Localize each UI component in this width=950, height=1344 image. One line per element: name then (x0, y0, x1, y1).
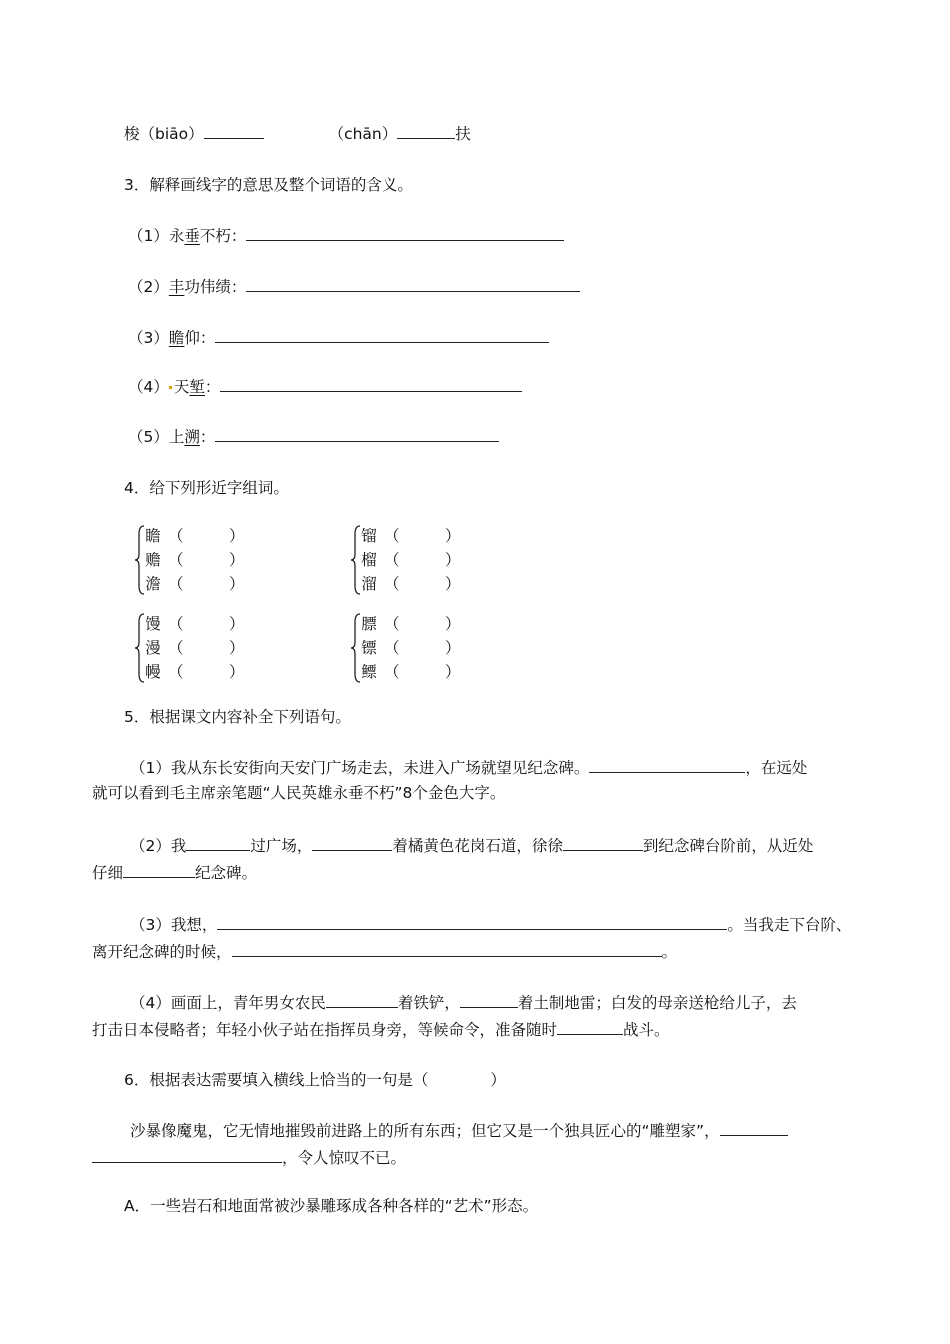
answer-blank[interactable] (215, 426, 499, 442)
answer-blank[interactable] (460, 992, 518, 1008)
blank-biao[interactable] (204, 123, 264, 139)
q5-title: 5．根据课文内容补全下列语句。 (124, 708, 351, 726)
answer-blank[interactable] (246, 276, 580, 292)
answer-blank[interactable] (312, 835, 392, 851)
q5-s4-line1: （4）画面上，青年男女农民 着铁铲， 着土制地雷；白发的母亲送枪给儿子，去 (130, 994, 797, 1012)
q6-passage-line1: 沙暴像魔鬼，它无情地摧毁前进路上的所有东西；但它又是一个独具匠心的“雕塑家”， (130, 1120, 788, 1141)
mark-dot (169, 386, 172, 389)
q5-s1-line1: （1）我从东长安街向天安门广场走去，未进入广场就望见纪念碑。 ，在远处 (130, 759, 808, 777)
answer-blank[interactable] (186, 835, 250, 851)
q4-title: 4．给下列形近字组词。 (124, 479, 289, 497)
q6-option-a[interactable]: A．一些岩石和地面常被沙暴雕琢成各种各样的“艺术”形态。 (124, 1197, 539, 1215)
char-group-1: 瞻 （ ） 赡 （ ） 澹 （ ） (134, 524, 242, 596)
char-group-2: 镏 （ ） 榴 （ ） 溜 （ ） (350, 524, 458, 596)
char-group-4: 膘 （ ） 镖 （ ） 鳔 （ ） (350, 612, 458, 684)
answer-blank[interactable] (720, 1120, 788, 1136)
answer-blank[interactable] (232, 941, 662, 957)
underlined-char: 堑 (189, 378, 205, 396)
q5-s1-line2: 就可以看到毛主席亲笔题“人民英雄永垂不朽”8个金色大字。 (92, 784, 506, 802)
q5-s2-line1: （2）我 过广场， 着橘黄色花岗石道，徐徐 到纪念碑台阶前，从近处 (130, 837, 814, 855)
q5-s4-line2: 打击日本侵略者；年轻小伙子站在指挥员身旁，等候命令，准备随时 战斗。 (92, 1021, 670, 1039)
q5-s3-line1: （3）我想， 。当我走下台阶、 (130, 916, 852, 934)
line-pinyin (124, 123, 471, 144)
answer-blank[interactable] (246, 225, 564, 241)
answer-blank[interactable] (589, 757, 745, 773)
q3-title: 3．解释画线字的意思及整个词语的含义。 (124, 176, 413, 194)
underlined-char: 丰 (168, 278, 185, 296)
underlined-char: 瞻 (168, 329, 185, 347)
q3-item-1: （1）永垂不朽： (128, 225, 564, 246)
answer-blank[interactable] (563, 835, 643, 851)
q6-passage-line2: ，令人惊叹不已。 (92, 1147, 406, 1168)
q5-s3-line2: 离开纪念碑的时候， 。 (92, 943, 678, 961)
q3-item-3: （3）瞻仰： (128, 327, 549, 348)
q5-s2-line2: 仔细 纪念碑。 (92, 864, 258, 882)
answer-blank[interactable] (92, 1147, 282, 1163)
q6-title: 6．根据表达需要填入横线上恰当的一句是（ ） (124, 1071, 506, 1089)
q3-item-2: （2）丰功伟绩： (128, 276, 580, 297)
text-biao: 梭（biāo） (124, 125, 204, 143)
answer-blank[interactable] (215, 327, 549, 343)
text-chan: （chān） (328, 125, 398, 143)
answer-blank[interactable] (220, 376, 522, 392)
underlined-char: 溯 (184, 428, 200, 446)
answer-blank[interactable] (557, 1019, 623, 1035)
q3-item-4: （4） 天堑： (128, 376, 522, 397)
answer-blank[interactable] (326, 992, 398, 1008)
char-group-3: 馒 （ ） 漫 （ ） 幔 （ ） (134, 612, 242, 684)
q3-item-5: （5）上溯： (128, 426, 499, 447)
answer-blank[interactable] (217, 914, 727, 930)
text-fu: 扶 (455, 125, 471, 143)
underlined-char: 垂 (184, 227, 200, 245)
answer-blank[interactable] (123, 862, 195, 878)
blank-chan[interactable] (397, 123, 455, 139)
